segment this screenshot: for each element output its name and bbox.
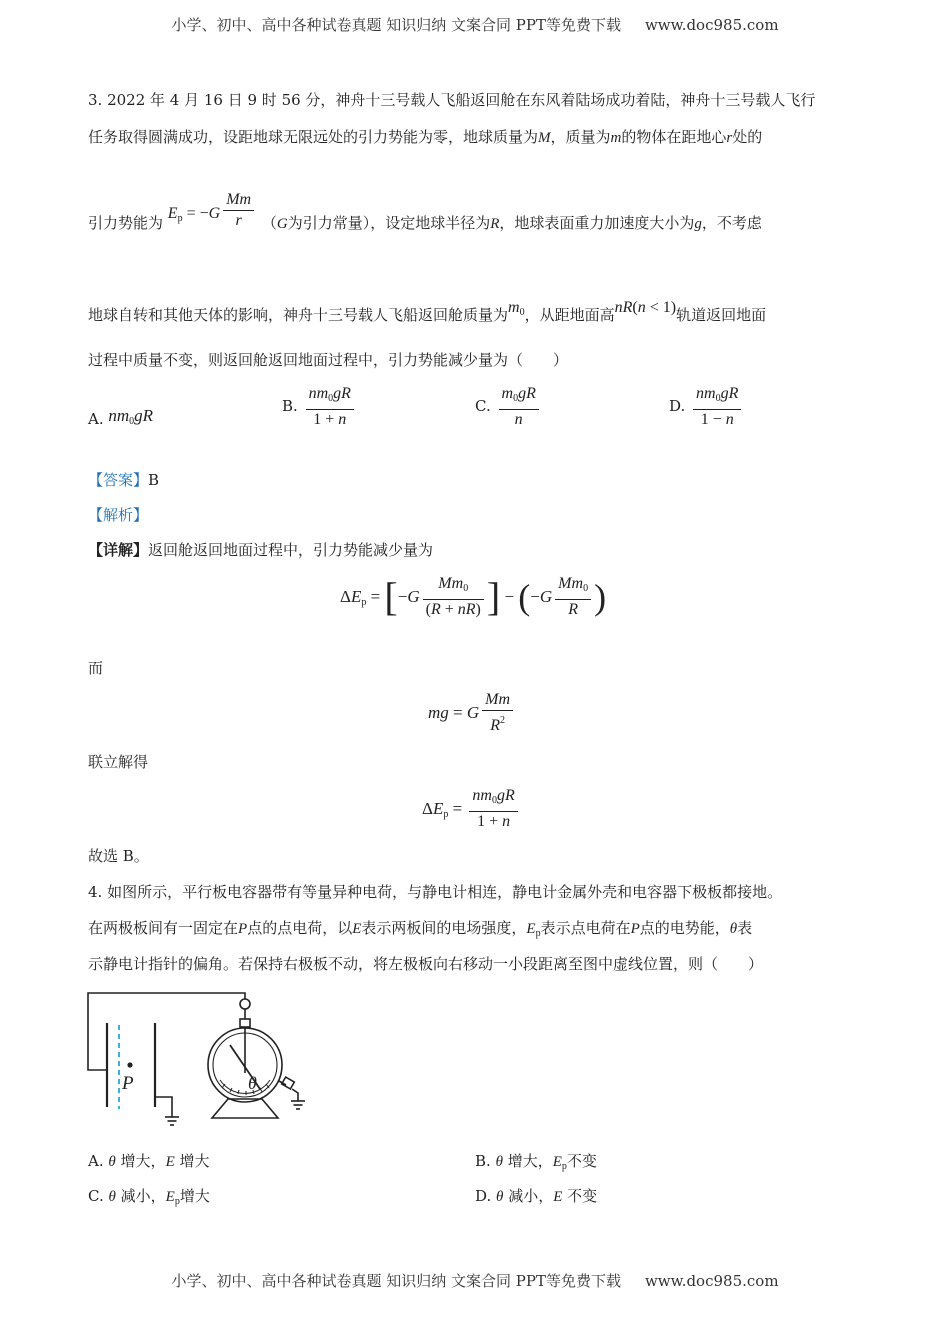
label-theta: θ: [248, 1073, 257, 1093]
q4-option-c[interactable]: C. θ 减小，$E_p$增大: [88, 1187, 210, 1207]
answer-line: 【答案】B: [88, 471, 160, 489]
q3-option-c[interactable]: C. $\frac{m_0gR}{n}$: [475, 384, 542, 430]
header-url: www.doc985.com: [644, 16, 779, 34]
q3-option-b[interactable]: B. $\frac{nm_0gR}{1 + n}$: [282, 384, 357, 430]
er-text: 而: [88, 659, 104, 677]
equation-result: $\Delta E_p$ = $\frac{nm_0gR}{1 + n}$: [422, 786, 521, 832]
conclusion-text: 故选 B。: [88, 847, 149, 865]
electroscope-terminal: [240, 999, 250, 1009]
q3-line-5: 过程中质量不变，则返回舱返回地面过程中，引力势能减少量为（ ）: [88, 351, 569, 369]
q3-option-d[interactable]: D. $\frac{nm_0gR}{1 - n}$: [669, 384, 744, 430]
ep-formula: $E_p = -G$: [167, 205, 221, 224]
q4-option-b[interactable]: B. θ 增大，$E_p$不变: [475, 1152, 597, 1172]
q3-line-1: 3. 2022 年 4 月 16 日 9 时 56 分，神舟十三号载人飞船返回舱在东风着陆场成功着陆，神舟十三号载人飞行: [88, 91, 816, 109]
q3-line-2: 任务取得圆满成功，设距地球无限远处的引力势能为零，地球质量为M，质量为m的物体在距地心r处的: [88, 128, 763, 146]
q4-option-d[interactable]: D. θ 减小，E 不变: [475, 1187, 598, 1205]
label-p: P: [122, 1073, 134, 1094]
plate-ground-wire: [155, 1097, 172, 1117]
height-condition: nR(n < 1): [614, 299, 677, 316]
detail-line: 【详解】返回舱返回地面过程中，引力势能减少量为: [88, 541, 434, 559]
q3-line-4: 地球自转和其他天体的影响，神舟十三号载人飞船返回舱质量为$m_0$，从距地面高nR(n < 1)轨道返回地面: [88, 299, 767, 324]
q4-option-a[interactable]: A. θ 增大，E 增大: [88, 1152, 210, 1170]
top-wire: [88, 993, 245, 1070]
point-charge: [127, 1062, 132, 1067]
analysis-label: 【解析】: [88, 506, 149, 524]
q3-option-a[interactable]: A. $nm_0gR$: [88, 406, 154, 428]
page-footer: [0, 1270, 950, 1291]
equation-mg: mg = G $\frac{Mm}{R^2}$: [428, 690, 516, 736]
q4-line-2: 在两极板间有一固定在P点的点电荷，以E表示两板间的电场强度，$E_p$表示点电荷在P点的电势能，θ表: [88, 919, 753, 939]
footer-url: www.doc985.com: [644, 1272, 779, 1290]
capacitor-electroscope-diagram: [80, 985, 320, 1135]
m0-symbol: $m_0$: [508, 299, 525, 318]
page-header: [0, 14, 950, 35]
case-ground-wire: [292, 1089, 298, 1101]
q3-line-3: 引力势能为 $E_p = -G$ $\frac{Mm}{r}$ （G为引力常量），设定地球半径为R，地球表面重力加速度大小为g，不考虑: [88, 191, 762, 232]
header-text: 小学、初中、高中各种试卷真题 知识归纳 文案合同 PPT等免费下载: [171, 16, 621, 34]
q4-line-1: 4. 如图所示，平行板电容器带有等量异种电荷，与静电计相连，静电计金属外壳和电容器下极板都接地。: [88, 883, 783, 901]
q4-line-3: 示静电计指针的偏角。若保持右极板不动，将左极板向右移动一小段距离至图中虚线位置，则（ ）: [88, 955, 764, 973]
equation-delta-ep: $\Delta E_p = [-G$ $\frac{Mm_0}{(R + nR)}$ ] − (−G $\frac{Mm_0}{R}$ ): [340, 574, 607, 619]
lianli-text: 联立解得: [88, 753, 149, 771]
footer-text: 小学、初中、高中各种试卷真题 知识归纳 文案合同 PPT等免费下载: [171, 1272, 621, 1290]
